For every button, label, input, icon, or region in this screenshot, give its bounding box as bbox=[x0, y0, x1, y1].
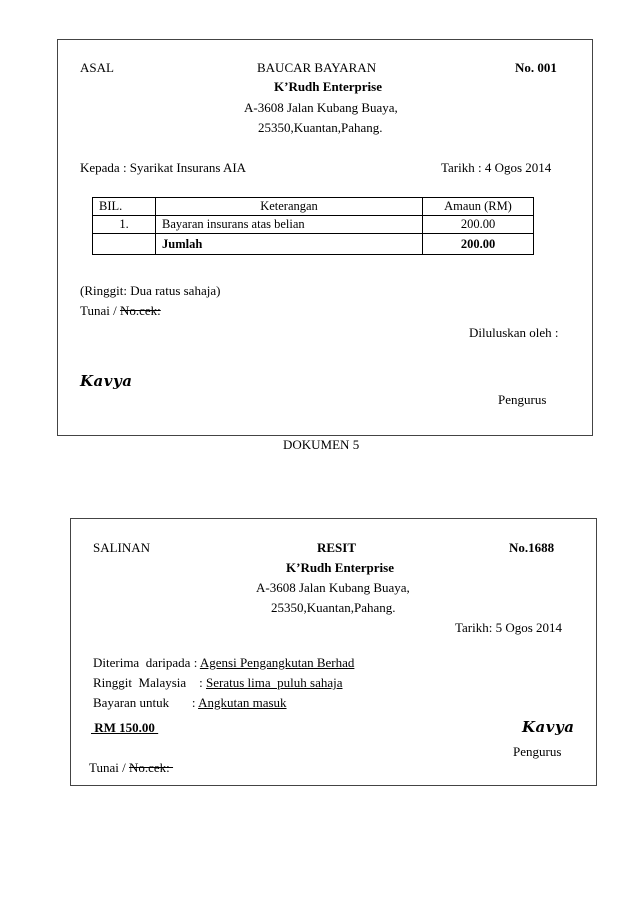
voucher-address-line2: 25350,Kuantan,Pahang. bbox=[258, 120, 383, 135]
ringgit-value: Seratus lima puluh sahaja bbox=[206, 675, 343, 690]
payment-cash-label: Tunai / bbox=[80, 303, 120, 318]
voucher-date: Tarikh : 4 Ogos 2014 bbox=[441, 160, 552, 175]
table-total-row bbox=[93, 234, 534, 255]
payment-for-label: Bayaran untuk : bbox=[93, 695, 199, 710]
payment-cheque-struck: No.cek: bbox=[119, 303, 161, 318]
receipt-company: K’Rudh Enterprise bbox=[286, 560, 394, 575]
voucher-title: BAUCAR BAYARAN bbox=[257, 60, 377, 75]
receipt-date: Tarikh: 5 Ogos 2014 bbox=[455, 620, 563, 635]
receipt-amount: RM 150.00 bbox=[91, 720, 159, 735]
row-description: Bayaran insurans atas belian bbox=[156, 216, 423, 234]
receipt-number: No.1688 bbox=[509, 540, 555, 555]
receipt-payment-for bbox=[93, 679, 287, 711]
voucher-corner-label: ASAL bbox=[80, 60, 114, 75]
table-row bbox=[93, 216, 534, 234]
receipt-address-line1: A-3608 Jalan Kubang Buaya, bbox=[256, 580, 410, 595]
total-blank-cell bbox=[93, 234, 156, 255]
voucher-amount-words: (Ringgit: Dua ratus sahaja) bbox=[80, 283, 221, 298]
voucher-table-header bbox=[93, 198, 534, 216]
total-amount: 200.00 bbox=[423, 234, 534, 255]
received-from-label: Diterima daripada : bbox=[93, 655, 200, 670]
voucher-signature: Kavya bbox=[80, 372, 133, 390]
row-amount: 200.00 bbox=[423, 216, 534, 234]
voucher-table bbox=[92, 197, 534, 255]
receipt-role: Pengurus bbox=[513, 744, 562, 759]
receipt-title: RESIT bbox=[317, 540, 357, 555]
receipt-address-line2: 25350,Kuantan,Pahang. bbox=[271, 600, 396, 615]
document-caption: DOKUMEN 5 bbox=[283, 437, 360, 452]
header-amaun: Amaun (RM) bbox=[423, 198, 534, 216]
voucher-payment-method bbox=[80, 303, 161, 319]
payment-cash-label: Tunai / bbox=[89, 760, 129, 775]
header-bil: BIL. bbox=[93, 198, 156, 216]
receipt-corner-label: SALINAN bbox=[93, 540, 151, 555]
payment-cheque-struck: No.cek: bbox=[128, 760, 174, 775]
receipt-signature: Kavya bbox=[522, 718, 575, 736]
voucher-approved-by: Diluluskan oleh : bbox=[469, 325, 559, 340]
voucher-address-line1: A-3608 Jalan Kubang Buaya, bbox=[244, 100, 398, 115]
voucher-role: Pengurus bbox=[498, 392, 547, 407]
receipt-payment-method bbox=[89, 744, 173, 776]
voucher-number: No. 001 bbox=[515, 60, 557, 75]
received-from-value: Agensi Pengangkutan Berhad bbox=[199, 655, 355, 670]
voucher-company: K’Rudh Enterprise bbox=[274, 79, 382, 94]
ringgit-label: Ringgit Malaysia : bbox=[93, 675, 207, 690]
voucher-recipient: Kepada : Syarikat Insurans AIA bbox=[80, 160, 247, 175]
header-keterangan: Keterangan bbox=[156, 198, 423, 216]
payment-for-value: Angkutan masuk bbox=[198, 695, 287, 710]
row-number: 1. bbox=[93, 216, 156, 234]
total-label: Jumlah bbox=[156, 234, 423, 255]
